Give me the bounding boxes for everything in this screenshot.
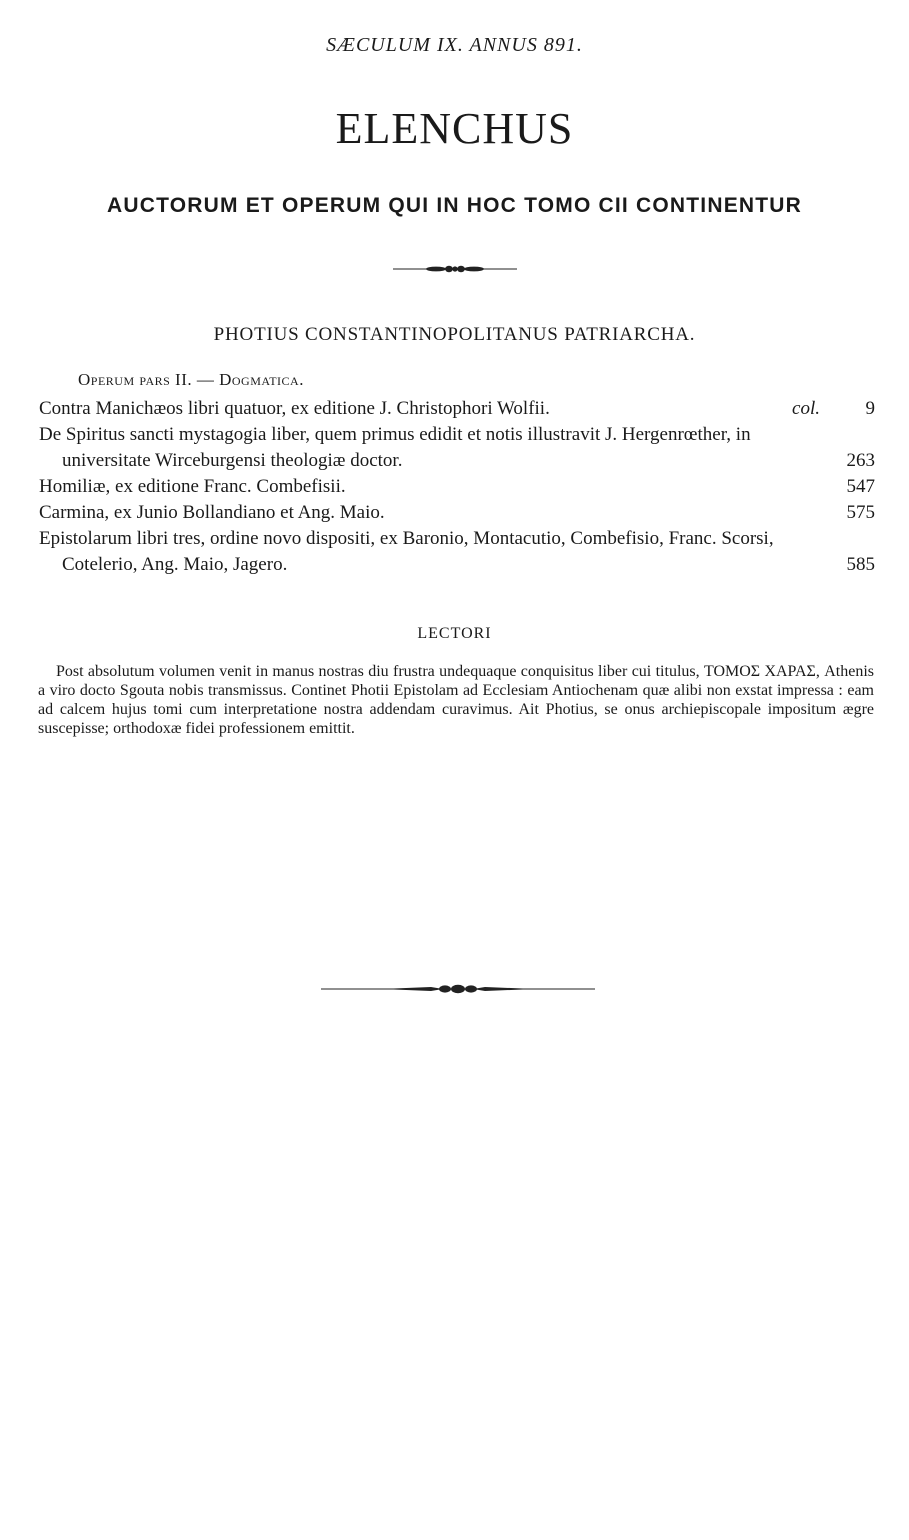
page-subtitle: AUCTORUM ET OPERUM QUI IN HOC TOMO CII CONTINENTUR [106,194,803,217]
column-number: 585 [846,554,875,575]
contents-entry [39,500,875,526]
running-head: SÆCULUM IX. ANNUS 891. [326,34,583,56]
column-number: 263 [846,450,875,471]
section-heading: Operum pars II. — Dogmatica. [78,370,304,389]
contents-list [39,396,875,578]
page-title: ELENCHUS [335,104,574,153]
lector-heading: LECTORI [417,625,492,642]
entry-title: Contra Manichæos libri quatuor, ex editione J. Christophori Wolfii. [39,398,550,419]
entry-title: Epistolarum libri tres, ordine novo dispositi, ex Baronio, Montacutio, Combefisio, Franc. Scorsi, Cotelerio, Ang. Maio, Jagero. [39,528,774,575]
entry-title: Homiliæ, ex editione Franc. Combefisii. [39,476,346,497]
ornament-divider-bottom [321,980,595,998]
column-number: 9 [865,398,875,419]
column-number: 547 [846,476,875,497]
author-heading: PHOTIUS CONSTANTINOPOLITANUS PATRIARCHA. [213,324,696,345]
column-number: 575 [846,502,875,523]
contents-entry [39,396,875,422]
ornament-divider-top [393,262,517,276]
entry-title: De Spiritus sancti mystagogia liber, quem primus edidit et notis illustravit J. Hergenrœther, in universitate Wirceburgensi theologiæ doctor. [39,424,751,471]
column-label: col. [792,398,820,419]
lector-paragraph: Post absolutum volumen venit in manus nostras diu frustra undequaque conquisitus liber cui titulus, ΤΟΜΟΣ ΧΑΡΑΣ, Athenis a viro docto Sgouta nobis transmissus. Continet Photii Epistolam ad Ecclesiam Antiochenam quæ alibi non exstat impressa : eam ad calcem hujus tomi cum interpretatione nostra addendam curavimus. Ait Photius, se onus archiepiscopale impositum ægre suscepisse; orthodoxæ fidei professionem emittit. [38,663,874,737]
contents-entry [39,526,875,578]
entry-title: Carmina, ex Junio Bollandiano et Ang. Maio. [39,502,385,523]
contents-entry [39,474,875,500]
contents-entry [39,422,875,474]
